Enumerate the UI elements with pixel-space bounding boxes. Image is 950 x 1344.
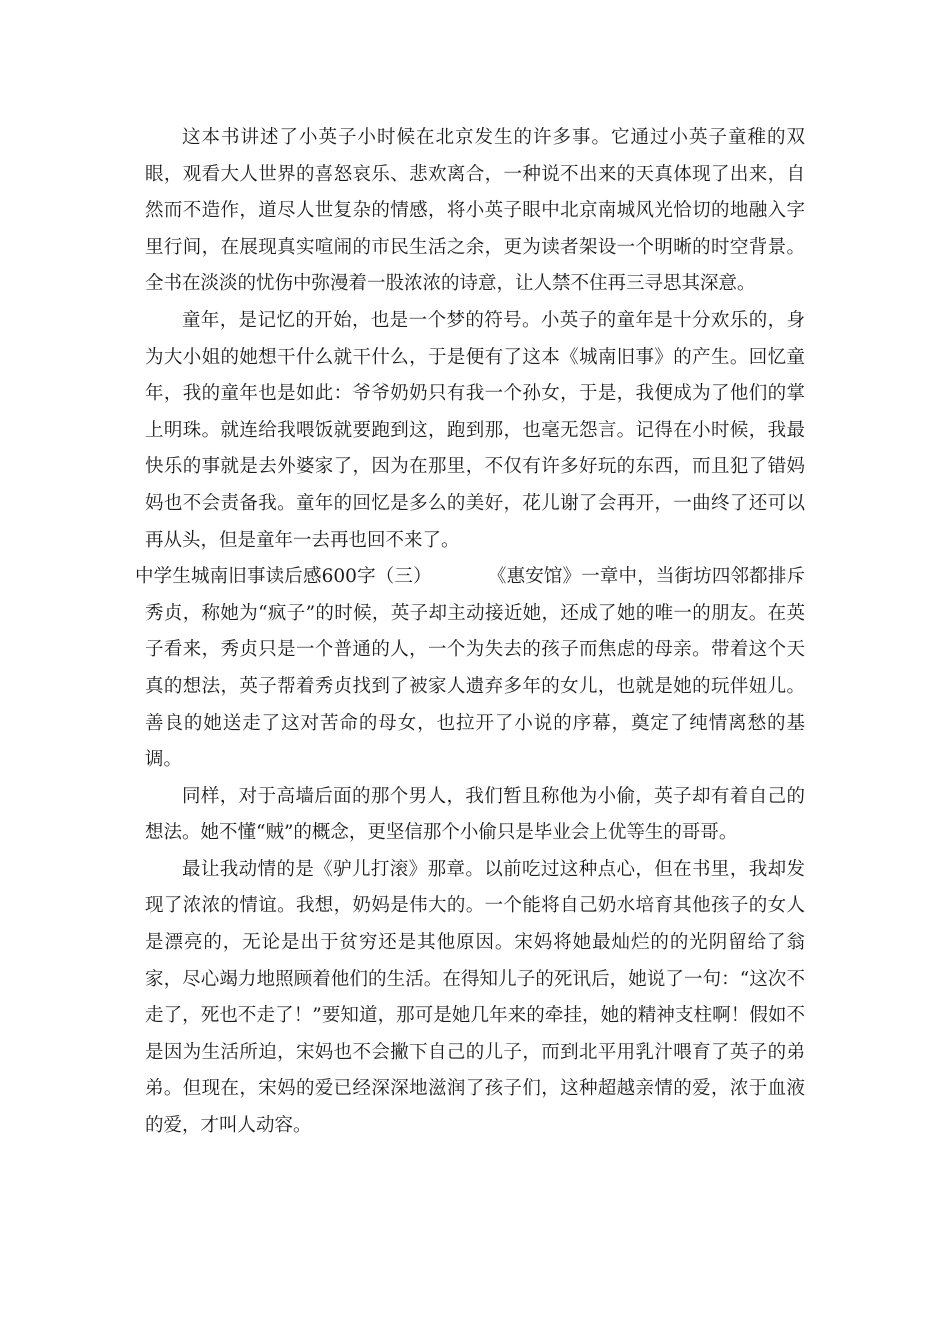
paragraph-huianguan: 《惠安馆》一章中，当街坊四邻都排斥秀贞，称她为“疯子”的时候，英子却主动接近她，还成了她的唯一的朋友。在英子看来，秀贞只是一个普通的人，一个为失去的孩子而焦虑的母亲。带着这个天真的想法，英子帮着秀贞找到了被家人遗弃多年的女儿，也就是她的玩伴妞儿。善良的她送走了这对苦命的母女，也拉开了小说的序幕，奠定了纯情离愁的基调。 bbox=[145, 566, 805, 771]
paragraph-songma: 最让我动情的是《驴儿打滚》那章。以前吃过这种点心，但在书里，我却发现了浓浓的情谊。我想，奶妈是伟大的。一个能将自己奶水培育其他孩子的女人是漂亮的，无论是出于贫穷还是其他原因。宋妈将她最灿烂的的光阴留给了翁家，尽心竭力地照顾着他们的生活。在得知儿子的死讯后，她说了一句：“这次不走了，死也不走了！”要知道，那可是她几年来的牵挂，她的精神支柱啊！假如不是因为生活所迫，宋妈也不会撇下自己的儿子，而到北平用乳汁喂育了英子的弟弟。但现在，宋妈的爱已经深深地滋润了孩子们，这种超越亲情的爱，浓于血液的爱，才叫人动容。 bbox=[145, 858, 805, 1137]
document-page bbox=[135, 120, 805, 1145]
section-paragraph-huianguan bbox=[135, 559, 805, 779]
paragraph-thief: 同样，对于高墙后面的那个男人，我们暂且称他为小偷，英子却有着自己的想法。她不懂“贼”的概念，更坚信那个小偷只是毕业会上优等生的哥哥。 bbox=[145, 785, 805, 844]
paragraph-childhood: 童年，是记忆的开始，也是一个梦的符号。小英子的童年是十分欢乐的，身为大小姐的她想干什么就干什么，于是便有了这本《城南旧事》的产生。回忆童年，我的童年也是如此：爷爷奶奶只有我一个孙女，于是，我便成为了他们的掌上明珠。就连给我喂饭就要跑到这，跑到那，也毫无怨言。记得在小时候，我最快乐的事就是去外婆家了，因为在那里，不仅有许多好玩的东西，而且犯了错妈妈也不会责备我。童年的回忆是多么的美好，花儿谢了会再开，一曲终了还可以再从头，但是童年一去再也回不来了。 bbox=[145, 309, 805, 551]
section-heading: 中学生城南旧事读后感600字（三） bbox=[135, 566, 432, 588]
paragraph-intro: 这本书讲述了小英子小时候在北京发生的许多事。它通过小英子童稚的双眼，观看大人世界的喜怒哀乐、悲欢离合，一种说不出来的天真体现了出来，自然而不造作，道尽人世复杂的情感，将小英子眼中北京南城风光恰切的地融入字里行间，在展现真实喧闹的市民生活之余，更为读者架设一个明晰的时空背景。全书在淡淡的忧伤中弥漫着一股浓浓的诗意，让人禁不住再三寻思其深意。 bbox=[145, 127, 805, 295]
